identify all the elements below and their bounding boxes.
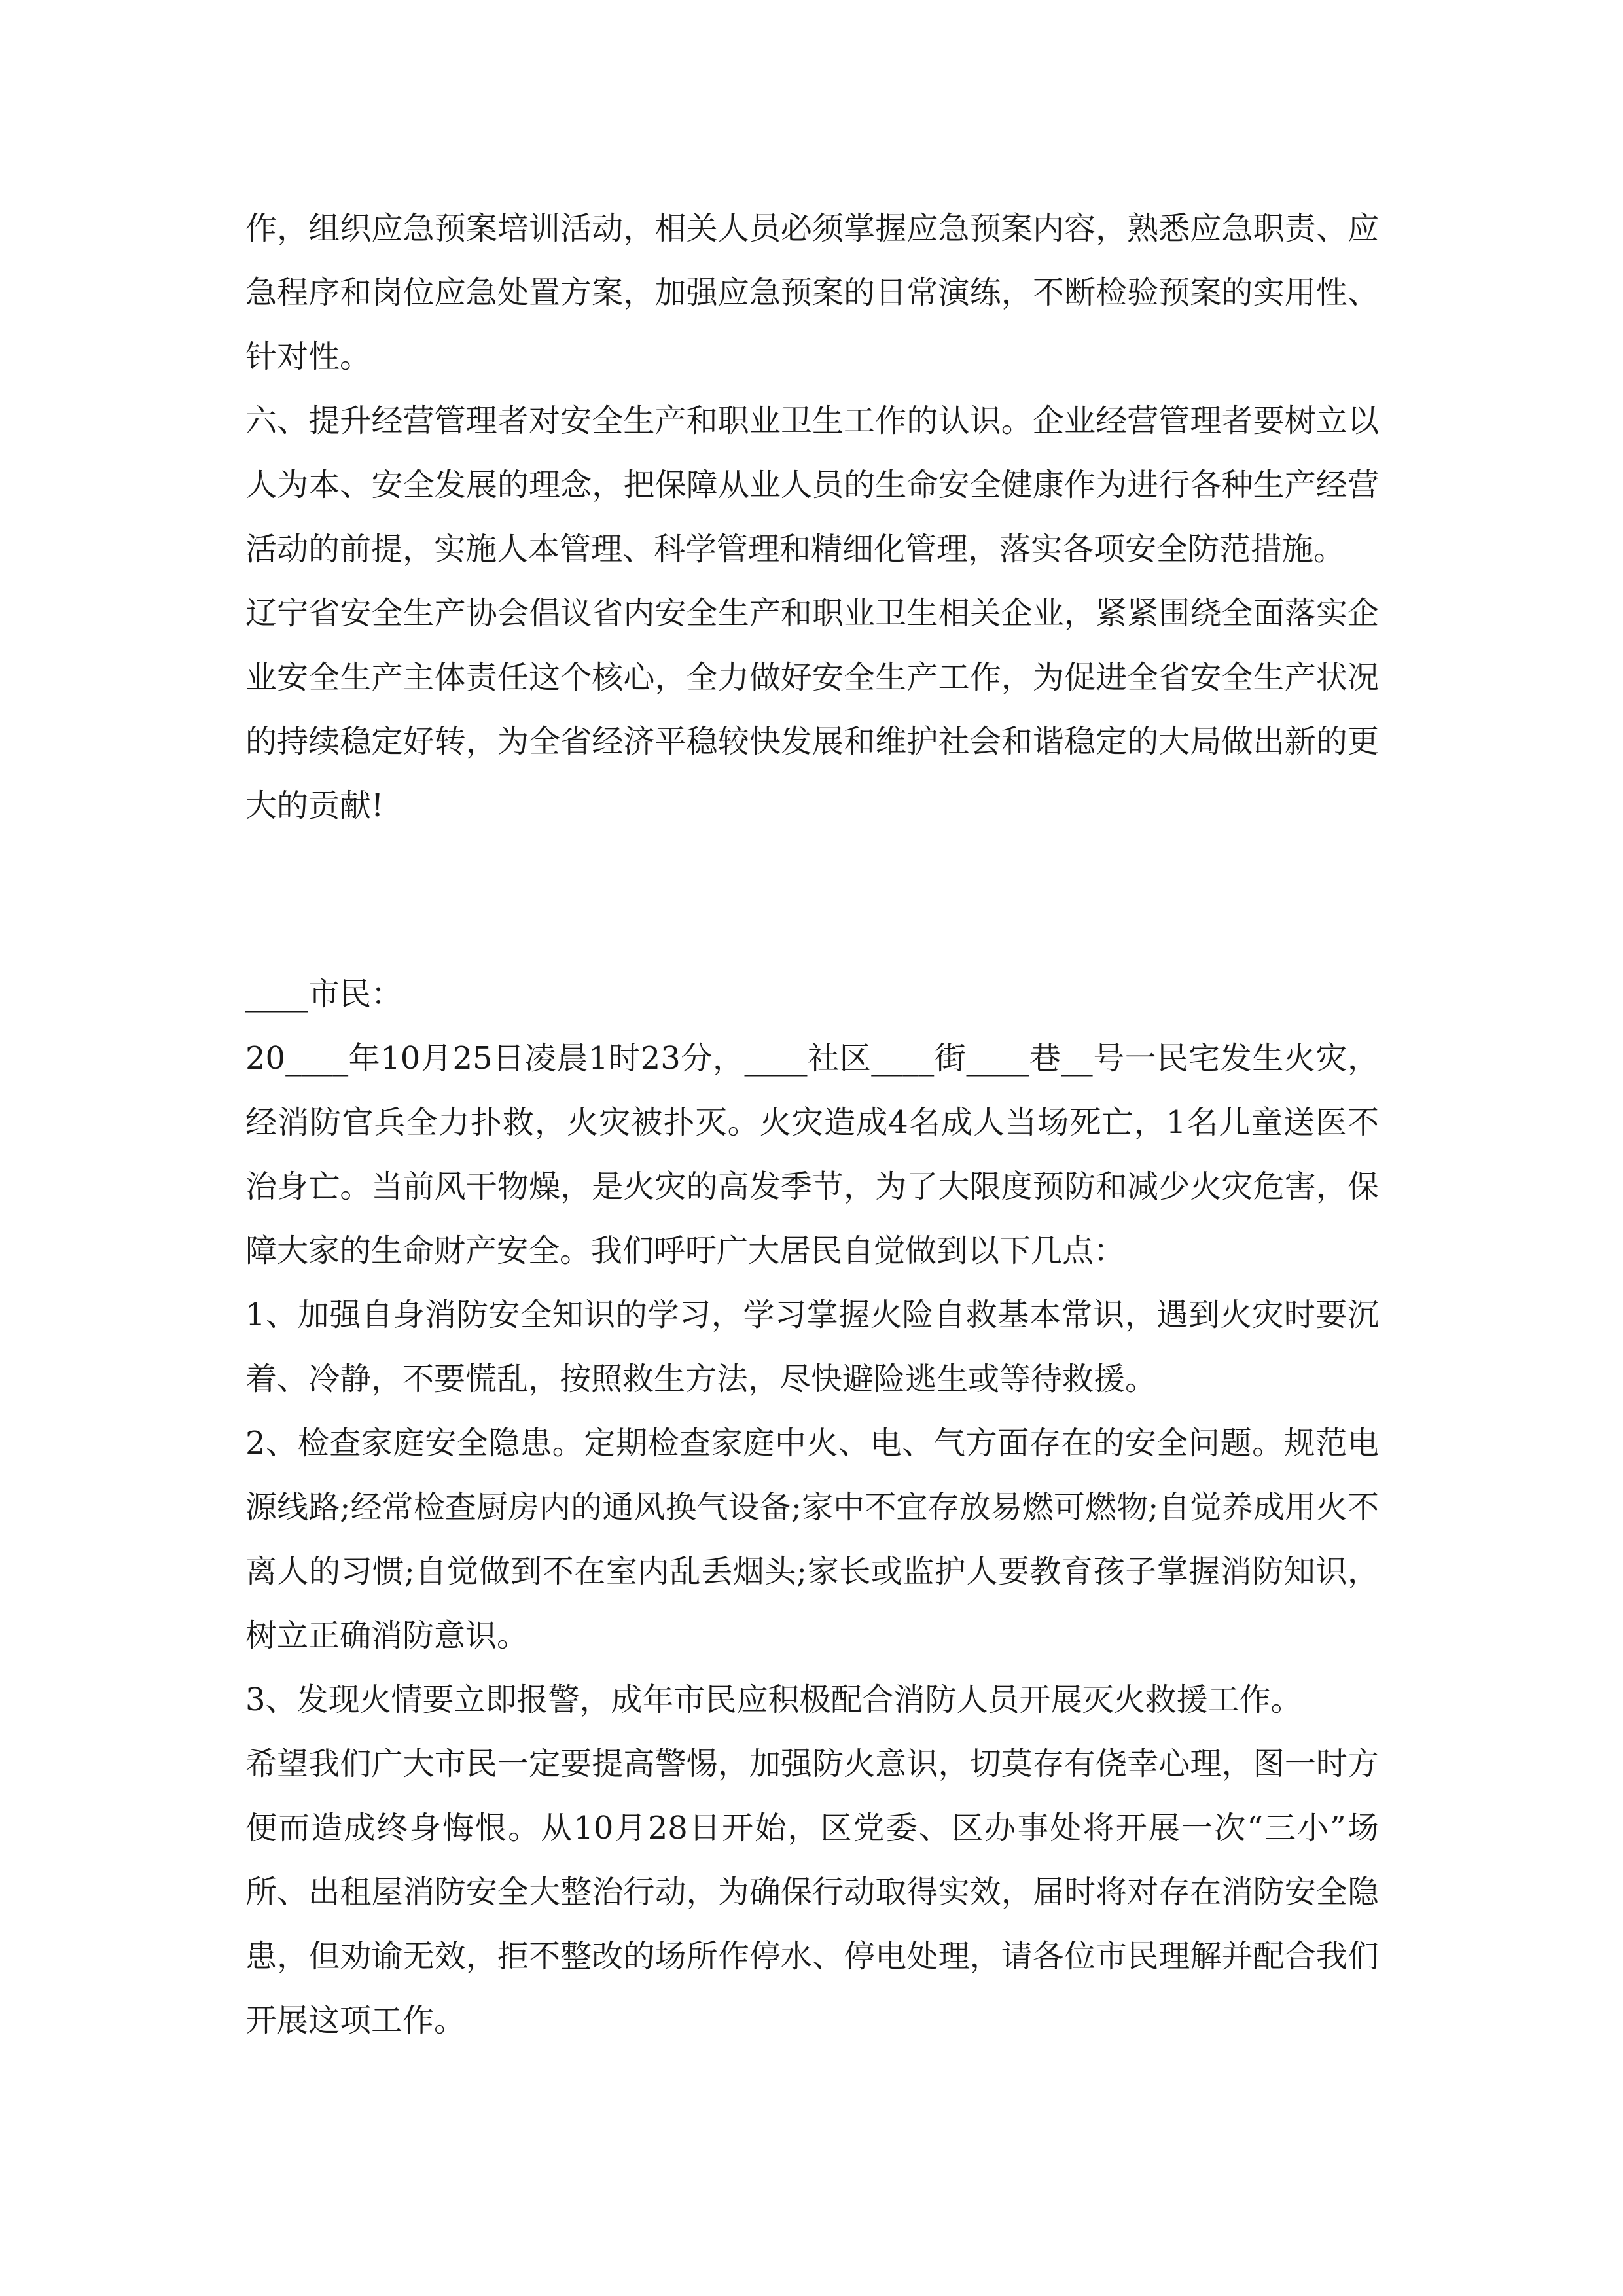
section-2 bbox=[245, 962, 1379, 2053]
paragraph: 希望我们广大市民一定要提高警惕，加强防火意识，切莫存有侥幸心理，图一时方便而造成终身悔恨。从10月28日开始，区党委、区办事处将开展一次“三小”场所、出租屋消防安全大整治行动，为确保行动取得实效，届时将对存在消防安全隐患，但劝谕无效，拒不整改的场所作停水、停电处理，请各位市民理解并配合我们开展这项工作。 bbox=[245, 1746, 1379, 2039]
paragraph: 辽宁省安全生产协会倡议省内安全生产和职业卫生相关企业，紧紧围绕全面落实企业安全生产主体责任这个核心，全力做好安全生产工作，为促进全省安全生产状况的持续稳定好转，为全省经济平稳较快发展和维护社会和谐稳定的大局做出新的更大的贡献! bbox=[245, 595, 1379, 824]
paragraph: 20____年10月25日凌晨1时23分，____社区____街____巷__号一民宅发生火灾，经消防官兵全力扑救，火灾被扑灭。火灾造成4名成人当场死亡，1名儿童送医不治身亡。当前风干物燥，是火灾的高发季节，为了大限度预防和减少火灾危害，保障大家的生命财产安全。我们呼吁广大居民自觉做到以下几点： bbox=[245, 1040, 1379, 1269]
paragraph: 作，组织应急预案培训活动，相关人员必须掌握应急预案内容，熟悉应急职责、应急程序和岗位应急处置方案，加强应急预案的日常演练，不断检验预案的实用性、针对性。 bbox=[245, 210, 1379, 375]
salutation: ____市民： bbox=[245, 976, 403, 1013]
section-1 bbox=[245, 196, 1379, 838]
paragraph: 六、提升经营管理者对安全生产和职业卫生工作的认识。企业经营管理者要树立以人为本、安全发展的理念，把保障从业人员的生命安全健康作为进行各种生产经营活动的前提，实施人本管理、科学管理和精细化管理，落实各项安全防范措施。 bbox=[245, 403, 1379, 567]
paragraph: 3、发现火情要立即报警，成年市民应积极配合消防人员开展灭火救援工作。 bbox=[245, 1681, 1302, 1718]
paragraph: 2、检查家庭安全隐患。定期检查家庭中火、电、气方面存在的安全问题。规范电源线路;经常检查厨房内的通风换气设备;家中不宜存放易燃可燃物;自觉养成用火不离人的习惯;自觉做到不在室内乱丢烟头;家长或监护人要教育孩子掌握消防知识，树立正确消防意识。 bbox=[245, 1425, 1379, 1654]
paragraph: 1、加强自身消防安全知识的学习，学习掌握火险自救基本常识，遇到火灾时要沉着、冷静，不要慌乱，按照救生方法，尽快避险逃生或等待救援。 bbox=[245, 1297, 1379, 1397]
